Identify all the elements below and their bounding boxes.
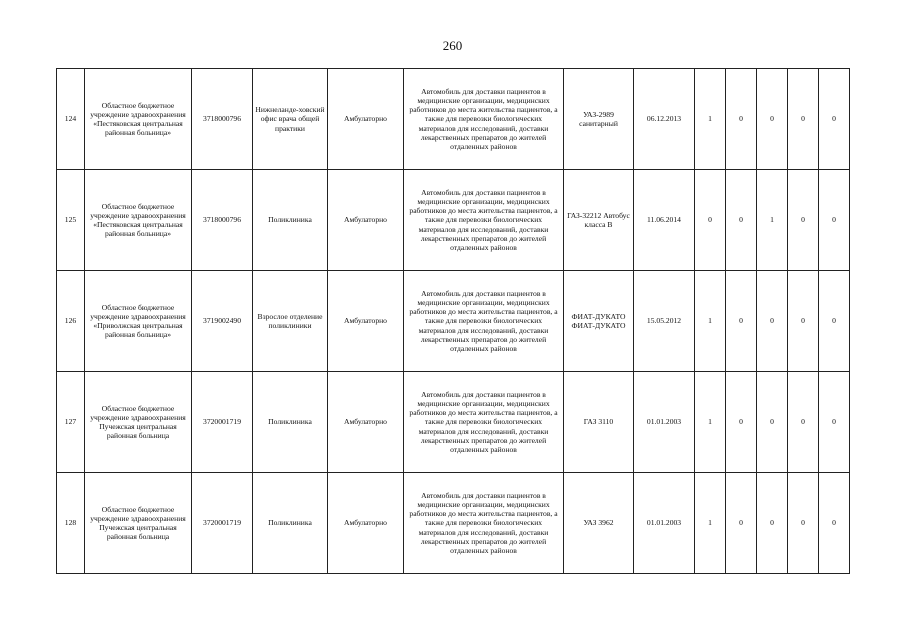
- care-type-cell: Амбулаторно: [328, 271, 404, 372]
- department-cell: Нижнеланде-ховский офис врача общей практики: [253, 69, 328, 170]
- registry-table: [56, 68, 850, 574]
- table-row: [57, 473, 850, 574]
- count-cell-2: 0: [726, 372, 757, 473]
- count-cell-1: 0: [695, 170, 726, 271]
- department-cell: Поликлиника: [253, 372, 328, 473]
- vehicle-cell: ФИАТ-ДУКАТО ФИАТ-ДУКАТО: [564, 271, 634, 372]
- table-row: [57, 170, 850, 271]
- count-cell-1: 1: [695, 271, 726, 372]
- vehicle-cell: УАЗ-2989 санитарный: [564, 69, 634, 170]
- row-number: 126: [57, 271, 85, 372]
- institution-cell: Областное бюджетное учреждение здравоохранения «Пестяковская центральная районная больница»: [85, 170, 192, 271]
- count-cell-3: 0: [757, 69, 788, 170]
- inn-cell: 3719002490: [192, 271, 253, 372]
- inn-cell: 3718000796: [192, 69, 253, 170]
- care-type-cell: Амбулаторно: [328, 170, 404, 271]
- purpose-cell: Автомобиль для доставки пациентов в медицинские организации, медицинских работников до места жительства пациентов, а также для перевозки биологических материалов для исследований, доставки лекарственных препаратов до жителей отдаленных районов: [404, 69, 564, 170]
- count-cell-3: 0: [757, 372, 788, 473]
- purpose-cell: Автомобиль для доставки пациентов в медицинские организации, медицинских работников до места жительства пациентов, а также для перевозки биологических материалов для исследований, доставки лекарственных препаратов до жителей отдаленных районов: [404, 170, 564, 271]
- count-cell-3: 1: [757, 170, 788, 271]
- vehicle-cell: ГАЗ 3110: [564, 372, 634, 473]
- count-cell-2: 0: [726, 170, 757, 271]
- count-cell-2: 0: [726, 69, 757, 170]
- count-cell-2: 0: [726, 271, 757, 372]
- count-cell-1: 1: [695, 69, 726, 170]
- purpose-cell: Автомобиль для доставки пациентов в медицинские организации, медицинских работников до места жительства пациентов, а также для перевозки биологических материалов для исследований, доставки лекарственных препаратов до жителей отдаленных районов: [404, 473, 564, 574]
- page-number: 260: [442, 38, 463, 53]
- inn-cell: 3720001719: [192, 372, 253, 473]
- count-cell-3: 0: [757, 271, 788, 372]
- count-cell-1: 1: [695, 473, 726, 574]
- count-cell-4: 0: [788, 170, 819, 271]
- count-cell-2: 0: [726, 473, 757, 574]
- inn-cell: 3718000796: [192, 170, 253, 271]
- count-cell-5: 0: [819, 473, 850, 574]
- count-cell-5: 0: [819, 69, 850, 170]
- count-cell-4: 0: [788, 473, 819, 574]
- department-cell: Взрослое отделение поликлиники: [253, 271, 328, 372]
- count-cell-5: 0: [819, 271, 850, 372]
- date-cell: 01.01.2003: [634, 372, 695, 473]
- row-number: 127: [57, 372, 85, 473]
- inn-cell: 3720001719: [192, 473, 253, 574]
- vehicle-cell: ГАЗ-32212 Автобус класса В: [564, 170, 634, 271]
- count-cell-4: 0: [788, 69, 819, 170]
- institution-cell: Областное бюджетное учреждение здравоохранения Пучежская центральная районная больница: [85, 473, 192, 574]
- date-cell: 15.05.2012: [634, 271, 695, 372]
- department-cell: Поликлиника: [253, 170, 328, 271]
- institution-cell: Областное бюджетное учреждение здравоохранения «Приволжская центральная районная больница»: [85, 271, 192, 372]
- date-cell: 06.12.2013: [634, 69, 695, 170]
- table-row: [57, 271, 850, 372]
- count-cell-5: 0: [819, 170, 850, 271]
- care-type-cell: Амбулаторно: [328, 69, 404, 170]
- count-cell-4: 0: [788, 271, 819, 372]
- vehicle-cell: УАЗ 3962: [564, 473, 634, 574]
- count-cell-1: 1: [695, 372, 726, 473]
- table-row: [57, 69, 850, 170]
- count-cell-4: 0: [788, 372, 819, 473]
- institution-cell: Областное бюджетное учреждение здравоохранения Пучежская центральная районная больница: [85, 372, 192, 473]
- purpose-cell: Автомобиль для доставки пациентов в медицинские организации, медицинских работников до места жительства пациентов, а также для перевозки биологических материалов для исследований, доставки лекарственных препаратов до жителей отдаленных районов: [404, 271, 564, 372]
- date-cell: 01.01.2003: [634, 473, 695, 574]
- date-cell: 11.06.2014: [634, 170, 695, 271]
- care-type-cell: Амбулаторно: [328, 372, 404, 473]
- count-cell-3: 0: [757, 473, 788, 574]
- department-cell: Поликлиника: [253, 473, 328, 574]
- row-number: 128: [57, 473, 85, 574]
- row-number: 125: [57, 170, 85, 271]
- row-number: 124: [57, 69, 85, 170]
- care-type-cell: Амбулаторно: [328, 473, 404, 574]
- purpose-cell: Автомобиль для доставки пациентов в медицинские организации, медицинских работников до места жительства пациентов, а также для перевозки биологических материалов для исследований, доставки лекарственных препаратов до жителей отдаленных районов: [404, 372, 564, 473]
- institution-cell: Областное бюджетное учреждение здравоохранения «Пестяковская центральная районная больница»: [85, 69, 192, 170]
- table-row: [57, 372, 850, 473]
- count-cell-5: 0: [819, 372, 850, 473]
